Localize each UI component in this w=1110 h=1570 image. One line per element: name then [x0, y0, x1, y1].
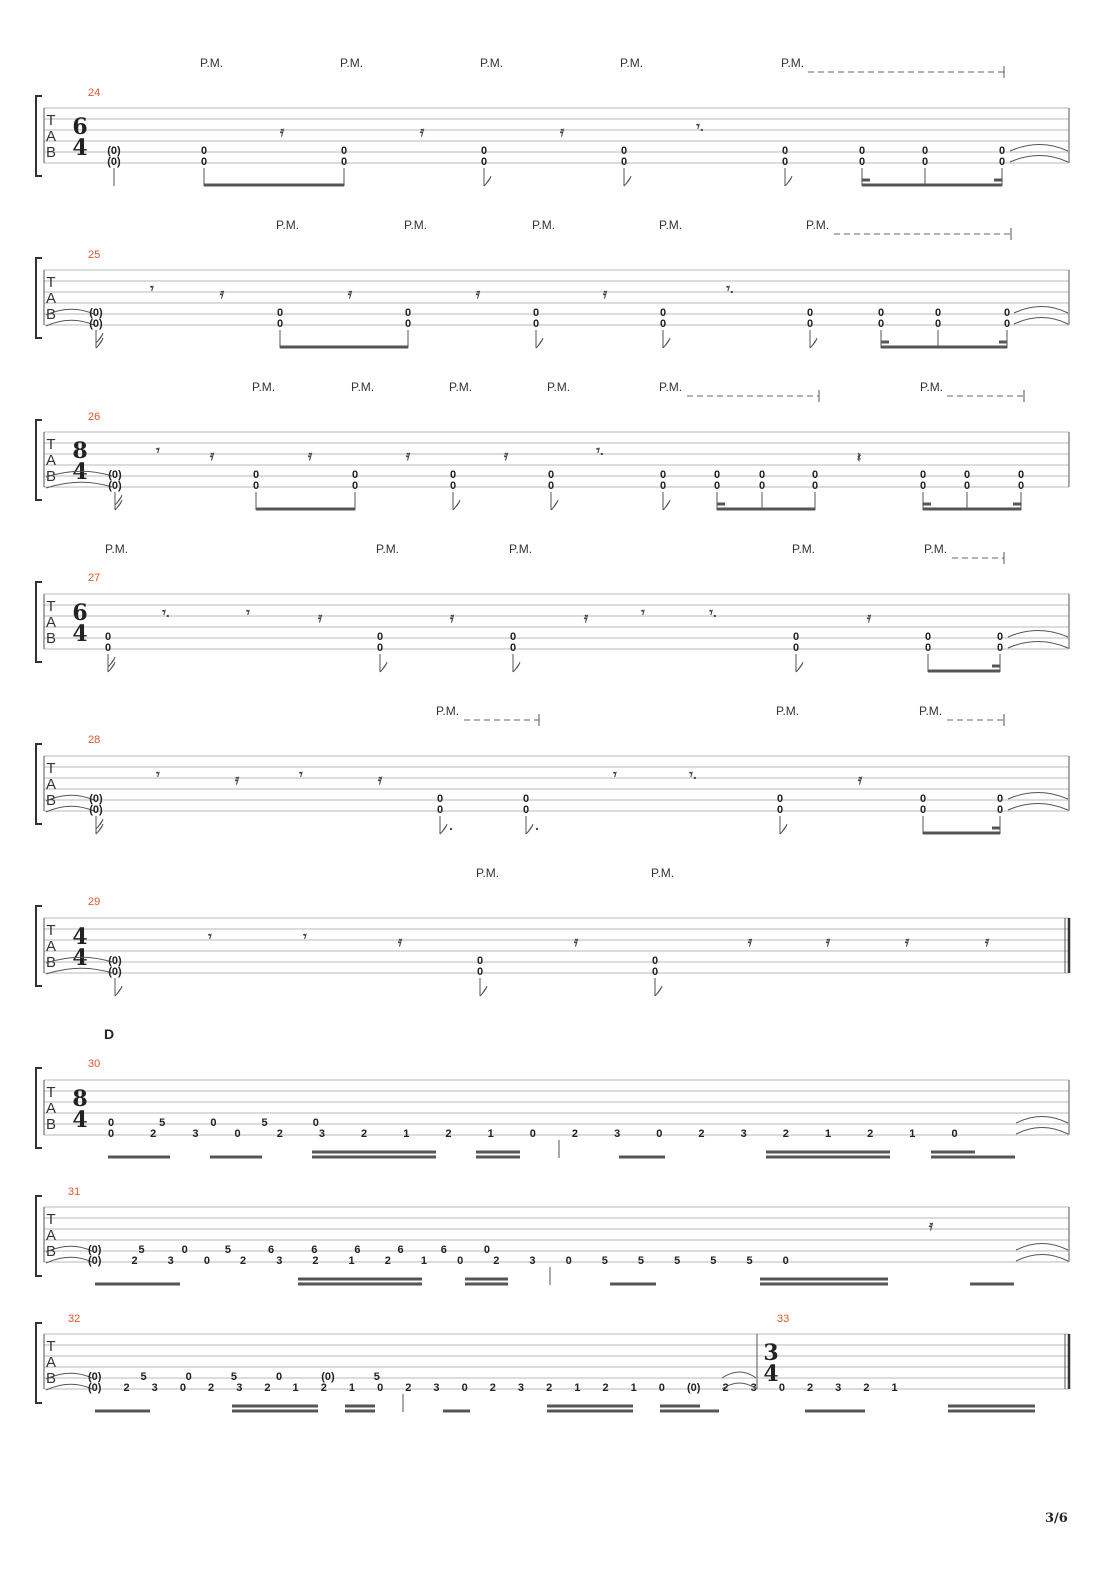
svg-text:0: 0 [781, 145, 789, 157]
svg-text:B: B [45, 1370, 57, 1387]
time-signature [72, 924, 87, 971]
svg-text:0: 0 [792, 642, 800, 654]
svg-text:A: A [45, 452, 57, 469]
svg-text:0: 0 [806, 318, 814, 330]
svg-text:𝄿: 𝄿 [347, 285, 353, 301]
measure-number: 31 [68, 1186, 81, 1198]
rests [155, 766, 863, 787]
svg-text:0 2 3 0 2 3 2 1 2 1 0 2 3 0 2: 0 2 3 0 2 3 2 1 2 1 0 2 3 0 2 3 2 1 2 1 0 [108, 1128, 958, 1140]
rest: 𝄿 [928, 1217, 934, 1233]
svg-text:0: 0 [713, 469, 721, 481]
tie-arc [1016, 1244, 1068, 1251]
palm-mute-label: P.M. [252, 380, 276, 394]
svg-text:(0): (0) [108, 955, 122, 967]
tie-arc [1008, 804, 1068, 811]
svg-text:4: 4 [72, 621, 88, 647]
rhythm-stems [115, 492, 1021, 510]
palm-mute-label: P.M. [105, 542, 129, 556]
measure-number: 26 [88, 411, 101, 423]
svg-text:𝄾: 𝄾 [156, 766, 160, 782]
svg-text:0: 0 [921, 145, 929, 157]
svg-text:𝄿: 𝄿 [503, 447, 509, 463]
time-signature [72, 438, 87, 485]
svg-text:𝄿: 𝄿 [405, 447, 411, 463]
svg-text:0: 0 [776, 793, 784, 805]
svg-text:𝄿: 𝄿 [317, 609, 323, 625]
tab-staff-lines [44, 918, 1069, 973]
palm-mute-label: P.M. [376, 542, 400, 556]
svg-text:𝄿: 𝄿 [747, 933, 753, 949]
svg-text:𝄿: 𝄿 [825, 933, 831, 949]
tab-staff-lines [44, 756, 1069, 811]
svg-text:4: 4 [72, 945, 88, 971]
svg-text:0: 0 [532, 318, 540, 330]
svg-text:0: 0 [811, 480, 819, 492]
svg-text:0: 0 [806, 307, 814, 319]
svg-text:0: 0 [934, 307, 942, 319]
tab-staff-lines [44, 432, 1069, 487]
svg-text:0: 0 [651, 955, 659, 967]
svg-text:0: 0 [509, 631, 517, 643]
svg-text:T: T [46, 922, 56, 939]
svg-text:A: A [45, 1227, 57, 1244]
tie-arc [1014, 307, 1068, 314]
palm-mute-label: P.M. [919, 704, 943, 718]
svg-text:0: 0 [449, 480, 457, 492]
svg-text:0: 0 [449, 469, 457, 481]
svg-text:0: 0 [1003, 318, 1011, 330]
palm-mute-label: P.M. [781, 56, 805, 70]
system-measure-24 [36, 56, 1069, 186]
svg-text:(0): (0) [89, 793, 103, 805]
tab-clef [46, 760, 56, 809]
system-measure-29 [36, 866, 1069, 996]
fret-numbers [89, 793, 1003, 816]
svg-text:𝄿: 𝄿 [866, 609, 872, 625]
tie-arc [1010, 145, 1068, 152]
svg-text:𝄾.: 𝄾. [162, 604, 170, 620]
palm-mute-label: P.M. [404, 218, 428, 232]
page-number: 3/6 [1045, 1511, 1068, 1526]
svg-text:T: T [46, 112, 56, 129]
system-bracket [36, 582, 42, 662]
tie-arc [1016, 1117, 1068, 1124]
palm-mute-label: P.M. [776, 704, 800, 718]
svg-text:0: 0 [781, 156, 789, 168]
svg-text:0: 0 [996, 631, 1004, 643]
svg-text:0: 0 [476, 966, 484, 978]
svg-text:𝄾: 𝄾 [208, 928, 212, 944]
svg-text:0: 0 [963, 480, 971, 492]
measure-number: 32 [68, 1313, 81, 1325]
svg-text:0: 0 [522, 804, 530, 816]
svg-text:(0): (0) [107, 145, 121, 157]
svg-text:0: 0 [351, 480, 359, 492]
svg-text:0: 0 [758, 469, 766, 481]
svg-text:0: 0 [858, 156, 866, 168]
svg-text:𝄾: 𝄾 [641, 604, 645, 620]
svg-text:4: 4 [72, 459, 88, 485]
svg-text:0: 0 [200, 145, 208, 157]
svg-text:0: 0 [522, 793, 530, 805]
svg-text:0: 0 [376, 642, 384, 654]
tie-arc [1008, 642, 1068, 649]
tab-clef [46, 274, 56, 323]
svg-text:0: 0 [919, 469, 927, 481]
system-measure-28 [36, 704, 1069, 834]
system-bracket [36, 744, 42, 824]
svg-text:0: 0 [351, 469, 359, 481]
svg-text:6: 6 [72, 600, 88, 626]
svg-text:𝄿: 𝄿 [904, 933, 910, 949]
svg-text:0: 0 [376, 631, 384, 643]
svg-text:.: . [535, 817, 539, 833]
system-measures-32-33 [36, 1313, 1069, 1412]
rests [207, 928, 990, 949]
tab-clef [46, 436, 56, 485]
svg-text:T: T [46, 1084, 56, 1101]
svg-text:(0) 2 3 0 2 3 2 1 2 1 0 2 3 0: (0) 2 3 0 2 3 2 1 2 1 0 2 3 0 5 5 5 5 5 0 [88, 1255, 789, 1267]
svg-text:0: 0 [1017, 480, 1025, 492]
system-bracket [36, 906, 42, 986]
system-measure-26 [36, 380, 1069, 510]
svg-text:𝄿: 𝄿 [857, 771, 863, 787]
svg-text:A: A [45, 290, 57, 307]
system-measure-25 [36, 218, 1069, 348]
svg-text:0: 0 [792, 631, 800, 643]
svg-text:𝄾.: 𝄾. [696, 118, 704, 134]
svg-text:0: 0 [659, 307, 667, 319]
palm-mute-label: P.M. [276, 218, 300, 232]
fret-numbers [89, 307, 1010, 330]
time-signature [72, 1086, 87, 1133]
svg-text:0: 0 [651, 966, 659, 978]
svg-text:𝄾: 𝄾 [150, 280, 154, 296]
measure-number: 25 [88, 249, 101, 261]
svg-text:0: 0 [758, 480, 766, 492]
svg-text:𝄾: 𝄾 [246, 604, 250, 620]
svg-text:T: T [46, 760, 56, 777]
svg-text:0: 0 [104, 642, 112, 654]
svg-text:𝄿: 𝄿 [234, 771, 240, 787]
svg-text:B: B [45, 630, 57, 647]
measure-number: 28 [88, 734, 101, 746]
tab-clef [46, 598, 56, 647]
svg-text:0: 0 [532, 307, 540, 319]
palm-mute-label: P.M. [659, 380, 683, 394]
tab-clef [46, 1211, 56, 1260]
palm-mute-label: P.M. [620, 56, 644, 70]
svg-text:0: 0 [858, 145, 866, 157]
svg-text:(0) 5 0 5 6 6 6 6 6 0: (0) 5 0 5 6 6 6 6 6 0 [88, 1244, 491, 1256]
svg-text:0: 0 [509, 642, 517, 654]
svg-text:𝄿: 𝄿 [419, 123, 425, 139]
fret-numbers [108, 955, 658, 978]
svg-text:T: T [46, 598, 56, 615]
svg-text:A: A [45, 938, 57, 955]
time-signature [72, 114, 87, 161]
svg-text:A: A [45, 776, 57, 793]
palm-mute-label: P.M. [806, 218, 830, 232]
svg-text:B: B [45, 954, 57, 971]
tab-clef [46, 1084, 56, 1133]
svg-text:0: 0 [480, 145, 488, 157]
measure-number: 30 [88, 1058, 101, 1070]
svg-text:0: 0 [963, 469, 971, 481]
svg-text:0: 0 [276, 318, 284, 330]
palm-mute-label: P.M. [924, 542, 948, 556]
palm-mute-label: P.M. [340, 56, 364, 70]
rests [149, 280, 734, 301]
tie-arc [1016, 1128, 1068, 1135]
system-measure-31 [36, 1186, 1069, 1285]
system-bracket [36, 258, 42, 338]
svg-text:0: 0 [340, 156, 348, 168]
tie-arc [1008, 793, 1068, 800]
svg-text:(0) 2 3 0 2 3 2 1 2 1 0 2 3 0: (0) 2 3 0 2 3 2 1 2 1 0 2 3 0 2 3 2 1 2 1 0 (0) 2 3 0 2 3 2 1 [88, 1382, 898, 1394]
svg-text:6: 6 [72, 114, 88, 140]
palm-mute-label: P.M. [351, 380, 375, 394]
svg-text:0: 0 [404, 307, 412, 319]
palm-mute-label: P.M. [480, 56, 504, 70]
tie-arc [722, 1372, 756, 1378]
svg-text:𝄿: 𝄿 [583, 609, 589, 625]
tab-staff-lines [44, 594, 1069, 649]
svg-text:0: 0 [200, 156, 208, 168]
palm-mute-label: P.M. [651, 866, 675, 880]
svg-text:𝄾.: 𝄾. [596, 442, 604, 458]
svg-text:𝄽: 𝄽 [856, 449, 862, 465]
fret-row-string-6 [88, 1255, 789, 1267]
svg-text:𝄿: 𝄿 [475, 285, 481, 301]
system-bracket [36, 1323, 42, 1403]
svg-text:0: 0 [919, 804, 927, 816]
measure-number: 24 [88, 87, 101, 99]
svg-text:𝄾: 𝄾 [613, 766, 617, 782]
svg-text:𝄾.: 𝄾. [709, 604, 717, 620]
svg-text:0: 0 [620, 145, 628, 157]
svg-text:0: 0 [924, 631, 932, 643]
system-bracket [36, 1068, 42, 1148]
svg-text:3: 3 [763, 1340, 779, 1366]
measure-number: 33 [777, 1313, 790, 1325]
svg-text:0: 0 [919, 793, 927, 805]
tab-staff-lines [44, 108, 1069, 163]
svg-text:B: B [45, 792, 57, 809]
svg-text:A: A [45, 1100, 57, 1117]
svg-text:0: 0 [404, 318, 412, 330]
svg-text:T: T [46, 436, 56, 453]
svg-text:(0): (0) [108, 469, 122, 481]
rhythm-stems [108, 1140, 1015, 1158]
tab-staff-lines [44, 270, 1069, 325]
rhythm-stems [114, 168, 1002, 186]
fret-numbers [107, 145, 1005, 168]
svg-text:0: 0 [252, 469, 260, 481]
svg-text:B: B [45, 144, 57, 161]
fret-row-string-6 [108, 1128, 958, 1140]
system-measure-27 [36, 542, 1069, 672]
time-signature [763, 1340, 778, 1387]
svg-text:(0): (0) [89, 307, 103, 319]
fret-row-string-6 [88, 1382, 898, 1394]
svg-text:A: A [45, 128, 57, 145]
palm-mute-label: P.M. [659, 218, 683, 232]
fret-numbers [108, 469, 1024, 492]
svg-text:𝄾.: 𝄾. [689, 766, 697, 782]
svg-text:0: 0 [340, 145, 348, 157]
svg-text:0: 0 [547, 469, 555, 481]
svg-text:0: 0 [996, 642, 1004, 654]
system-measure-30 [36, 1026, 1069, 1158]
svg-text:𝄿: 𝄿 [602, 285, 608, 301]
svg-text:0: 0 [921, 156, 929, 168]
tie-arc [1008, 631, 1068, 638]
svg-text:𝄿: 𝄿 [397, 933, 403, 949]
palm-mute-label: P.M. [476, 866, 500, 880]
svg-text:0: 0 [620, 156, 628, 168]
tie-arc [1010, 156, 1068, 163]
svg-text:0: 0 [934, 318, 942, 330]
svg-text:4: 4 [72, 1107, 88, 1133]
svg-text:𝄿: 𝄿 [984, 933, 990, 949]
tie-arc [1016, 1255, 1068, 1262]
svg-text:0: 0 [919, 480, 927, 492]
svg-text:𝄿: 𝄿 [209, 447, 215, 463]
svg-text:B: B [45, 468, 57, 485]
svg-text:0: 0 [713, 480, 721, 492]
svg-text:0: 0 [436, 804, 444, 816]
palm-mute-label: P.M. [200, 56, 224, 70]
palm-mute-label: P.M. [449, 380, 473, 394]
svg-text:0: 0 [476, 955, 484, 967]
palm-mute-label: P.M. [509, 542, 533, 556]
svg-text:0: 0 [547, 480, 555, 492]
tie-arc [1014, 318, 1068, 325]
svg-text:𝄿: 𝄿 [307, 447, 313, 463]
rhythm-stems [95, 1394, 1035, 1412]
svg-text:𝄾: 𝄾 [156, 442, 160, 458]
svg-text:𝄿: 𝄿 [449, 609, 455, 625]
svg-text:0 5 0 5 0: 0 5 0 5 0 [108, 1117, 319, 1129]
tab-clef [46, 112, 56, 161]
svg-text:4: 4 [763, 1361, 779, 1387]
svg-text:B: B [45, 306, 57, 323]
svg-text:0: 0 [104, 631, 112, 643]
system-bracket [36, 96, 42, 176]
svg-text:𝄾.: 𝄾. [726, 280, 734, 296]
svg-text:(0) 5 0 5 0 (0) 5: (0) 5 0 5 0 (0) 5 [88, 1371, 380, 1383]
svg-text:0: 0 [776, 804, 784, 816]
svg-text:0: 0 [659, 469, 667, 481]
fret-numbers [105, 631, 1003, 654]
svg-text:(0): (0) [107, 156, 121, 168]
palm-mute-label: P.M. [920, 380, 944, 394]
svg-text:𝄿: 𝄿 [219, 285, 225, 301]
svg-text:B: B [45, 1243, 57, 1260]
svg-text:0: 0 [276, 307, 284, 319]
svg-text:B: B [45, 1116, 57, 1133]
svg-text:0: 0 [996, 793, 1004, 805]
svg-text:T: T [46, 274, 56, 291]
time-signature [72, 600, 87, 647]
rhythm-stems [115, 978, 662, 996]
system-bracket [36, 420, 42, 500]
svg-text:4: 4 [72, 924, 88, 950]
svg-text:0: 0 [480, 156, 488, 168]
rests [161, 604, 872, 625]
tab-clef [46, 922, 56, 971]
palm-mute-label: P.M. [792, 542, 816, 556]
rests [279, 118, 704, 139]
section-marker: D [104, 1026, 115, 1042]
svg-text:𝄿: 𝄿 [573, 933, 579, 949]
svg-text:0: 0 [998, 145, 1006, 157]
svg-text:𝄿: 𝄿 [377, 771, 383, 787]
rhythm-stems [108, 654, 1000, 672]
svg-text:(0): (0) [108, 966, 122, 978]
svg-text:0: 0 [924, 642, 932, 654]
svg-text:𝄾: 𝄾 [303, 928, 307, 944]
svg-text:0: 0 [877, 307, 885, 319]
svg-text:A: A [45, 1354, 57, 1371]
rhythm-stems [95, 1267, 1014, 1285]
svg-text:0: 0 [811, 469, 819, 481]
svg-text:𝄾: 𝄾 [299, 766, 303, 782]
svg-text:0: 0 [1017, 469, 1025, 481]
palm-mute-label: P.M. [532, 218, 556, 232]
svg-text:T: T [46, 1211, 56, 1228]
svg-text:0: 0 [1003, 307, 1011, 319]
rhythm-stems [96, 816, 1000, 834]
svg-text:0: 0 [996, 804, 1004, 816]
tab-clef [46, 1338, 56, 1387]
svg-text:8: 8 [72, 1086, 88, 1112]
svg-text:(0): (0) [89, 318, 103, 330]
svg-text:T: T [46, 1338, 56, 1355]
svg-text:0: 0 [659, 318, 667, 330]
measure-number: 29 [88, 896, 101, 908]
svg-text:.: . [449, 817, 453, 833]
svg-text:(0): (0) [108, 480, 122, 492]
palm-mute-label: P.M. [547, 380, 571, 394]
svg-text:A: A [45, 614, 57, 631]
measure-number: 27 [88, 572, 101, 584]
svg-text:0: 0 [998, 156, 1006, 168]
palm-mute-label: P.M. [436, 704, 460, 718]
svg-text:0: 0 [436, 793, 444, 805]
svg-text:𝄿: 𝄿 [279, 123, 285, 139]
svg-text:0: 0 [252, 480, 260, 492]
rhythm-stems [96, 330, 1007, 348]
svg-text:𝄿: 𝄿 [559, 123, 565, 139]
svg-text:4: 4 [72, 135, 88, 161]
system-bracket [36, 1196, 42, 1276]
svg-text:0: 0 [659, 480, 667, 492]
svg-text:0: 0 [877, 318, 885, 330]
svg-text:(0): (0) [89, 804, 103, 816]
svg-text:8: 8 [72, 438, 88, 464]
